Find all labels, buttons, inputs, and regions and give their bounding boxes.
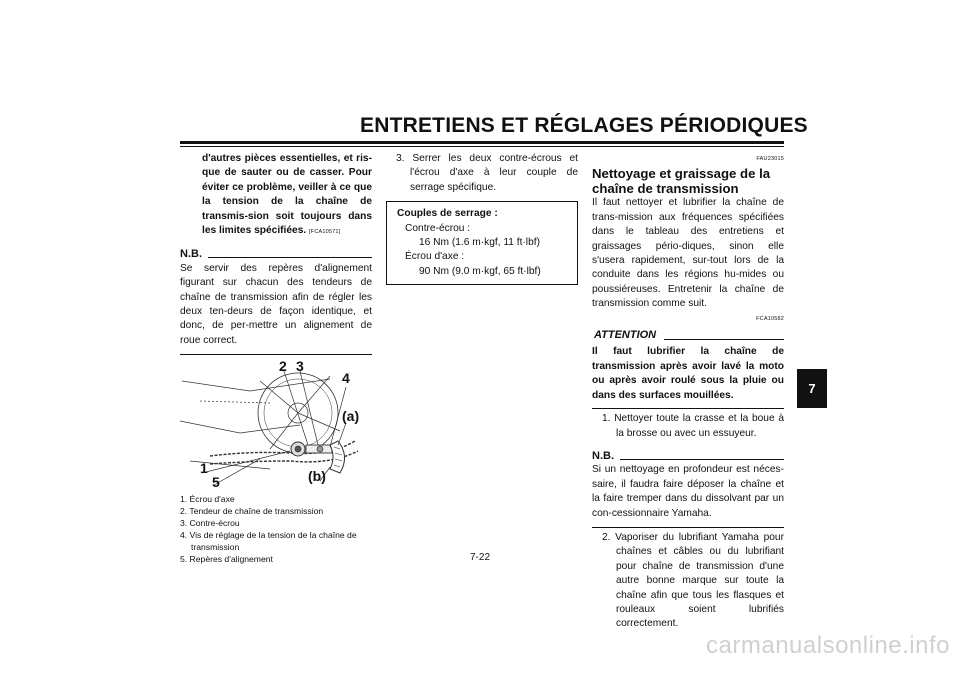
figure-label-1: 1 (200, 460, 208, 477)
spec-value-axle-nut: 90 Nm (9.0 m·kgf, 65 ft·lbf) (419, 265, 541, 277)
warning-code: [FCA10571] (309, 229, 341, 236)
header-rule-thin (180, 146, 784, 147)
figure-label-b: (b) (308, 468, 326, 485)
chain-adjuster-figure (180, 361, 372, 493)
nb-heading-right (592, 449, 784, 463)
nb-rule (208, 257, 372, 258)
section-intro: Il faut nettoyer et lubrifier la chaîne de trans-mission aux fréquences spécifiées dans le tableau des entretiens et graissages pério-diques, sinon elle s'usera rapidement, sur-tout lors de la conduite dans les régions hu-mides ou poussiéreuses. Entretenir la chaîne de transmission comme suit. (592, 197, 784, 310)
step-1: 1. Nettoyer toute la crasse et la boue à la brosse ou avec un essuyeur. (602, 413, 784, 439)
warning-text: d'autres pièces essentielles, et ris-que de sauter ou de casser. Pour éviter ce problème, veiller à ce que la tension de la chaîne de transmis-sion soit toujours dans les limites spécifiées. (202, 153, 372, 237)
attention-end-rule (592, 408, 784, 409)
step-3: 3. Serrer les deux contre-écrous et l'écrou d'axe à leur couple de serrage spécifique. (396, 153, 578, 193)
figure-label-a: (a) (342, 408, 360, 425)
caption-item: 5. Repères d'alignement (180, 554, 273, 565)
caption-item: 2. Tendeur de chaîne de transmission (180, 506, 324, 517)
attention-text: Il faut lubrifier la chaîne de transmission après avoir lavé la moto ou après avoir roulé sous la pluie ou dans des surfaces mouillées. (592, 346, 784, 401)
spec-label-axle-nut: Écrou d'axe : (405, 251, 465, 263)
section-title: Nettoyage et graissage de la chaîne de transmission (592, 166, 771, 197)
step-2: 2. Vaporiser du lubrifiant Yamaha pour chaînes et câbles ou du lubrifiant pour chaîne de transmission d'une autre bonne marque sur toute la chaîne afin que tous les flasques et rouleaux soient lubrifiés correctement. (602, 531, 784, 630)
nb-rule-right (620, 459, 784, 460)
caption-item: 1. Écrou d'axe (180, 494, 235, 505)
nb-label: N.B. (180, 248, 202, 261)
attention-rule (664, 339, 784, 340)
nb-end-rule (180, 354, 372, 355)
chapter-tab: 7 (797, 369, 827, 408)
figure-label-3: 3 (296, 361, 304, 375)
watermark: carmanualsonline.info (706, 632, 950, 659)
caption-item: 3. Contre-écrou (180, 518, 240, 529)
column-middle (386, 152, 578, 285)
spec-value-locknut: 16 Nm (1.6 m·kgf, 11 ft·lbf) (419, 237, 540, 249)
nb-text: Se servir des repères d'alignement figurant sur chacun des tendeurs de chaîne de transmission afin de régler les deux ten-deurs de façon identique, et donc, de per-mettre un alignement de roue correct. (180, 262, 372, 346)
figure-label-2: 2 (279, 361, 287, 375)
column-right (592, 152, 784, 632)
section-code: FAU23015 (756, 156, 784, 162)
spec-title: Couples de serrage : (397, 208, 498, 220)
nb-heading (180, 247, 372, 261)
spec-label-locknut: Contre-écrou : (405, 222, 471, 234)
column-left (180, 152, 372, 565)
attention-heading (592, 328, 784, 342)
warning-continuation (180, 152, 372, 239)
figure-label-5: 5 (212, 474, 220, 491)
caption-item: 4. Vis de réglage de la tension de la chaîne de transmission (180, 530, 357, 553)
nb-end-rule-right (592, 527, 784, 528)
page-number: 7-22 (469, 552, 490, 563)
page-header-title: ENTRETIENS ET RÉGLAGES PÉRIODIQUES (360, 114, 808, 137)
attention-label: ATTENTION (594, 329, 657, 342)
chain-adjuster-illustration (180, 361, 372, 493)
attention-code: FCA10582 (756, 315, 784, 322)
figure-label-4: 4 (342, 370, 350, 387)
torque-spec-box (386, 201, 578, 285)
header-rule (180, 141, 784, 144)
nb-label-right: N.B. (592, 449, 614, 462)
figure-caption-list (180, 493, 372, 565)
nb-text-right: Si un nettoyage en profondeur est néces-saire, il faudra faire déposer la chaîne et la faire tremper dans du dissolvant par un con-cessionnaire Yamaha. (592, 464, 784, 519)
